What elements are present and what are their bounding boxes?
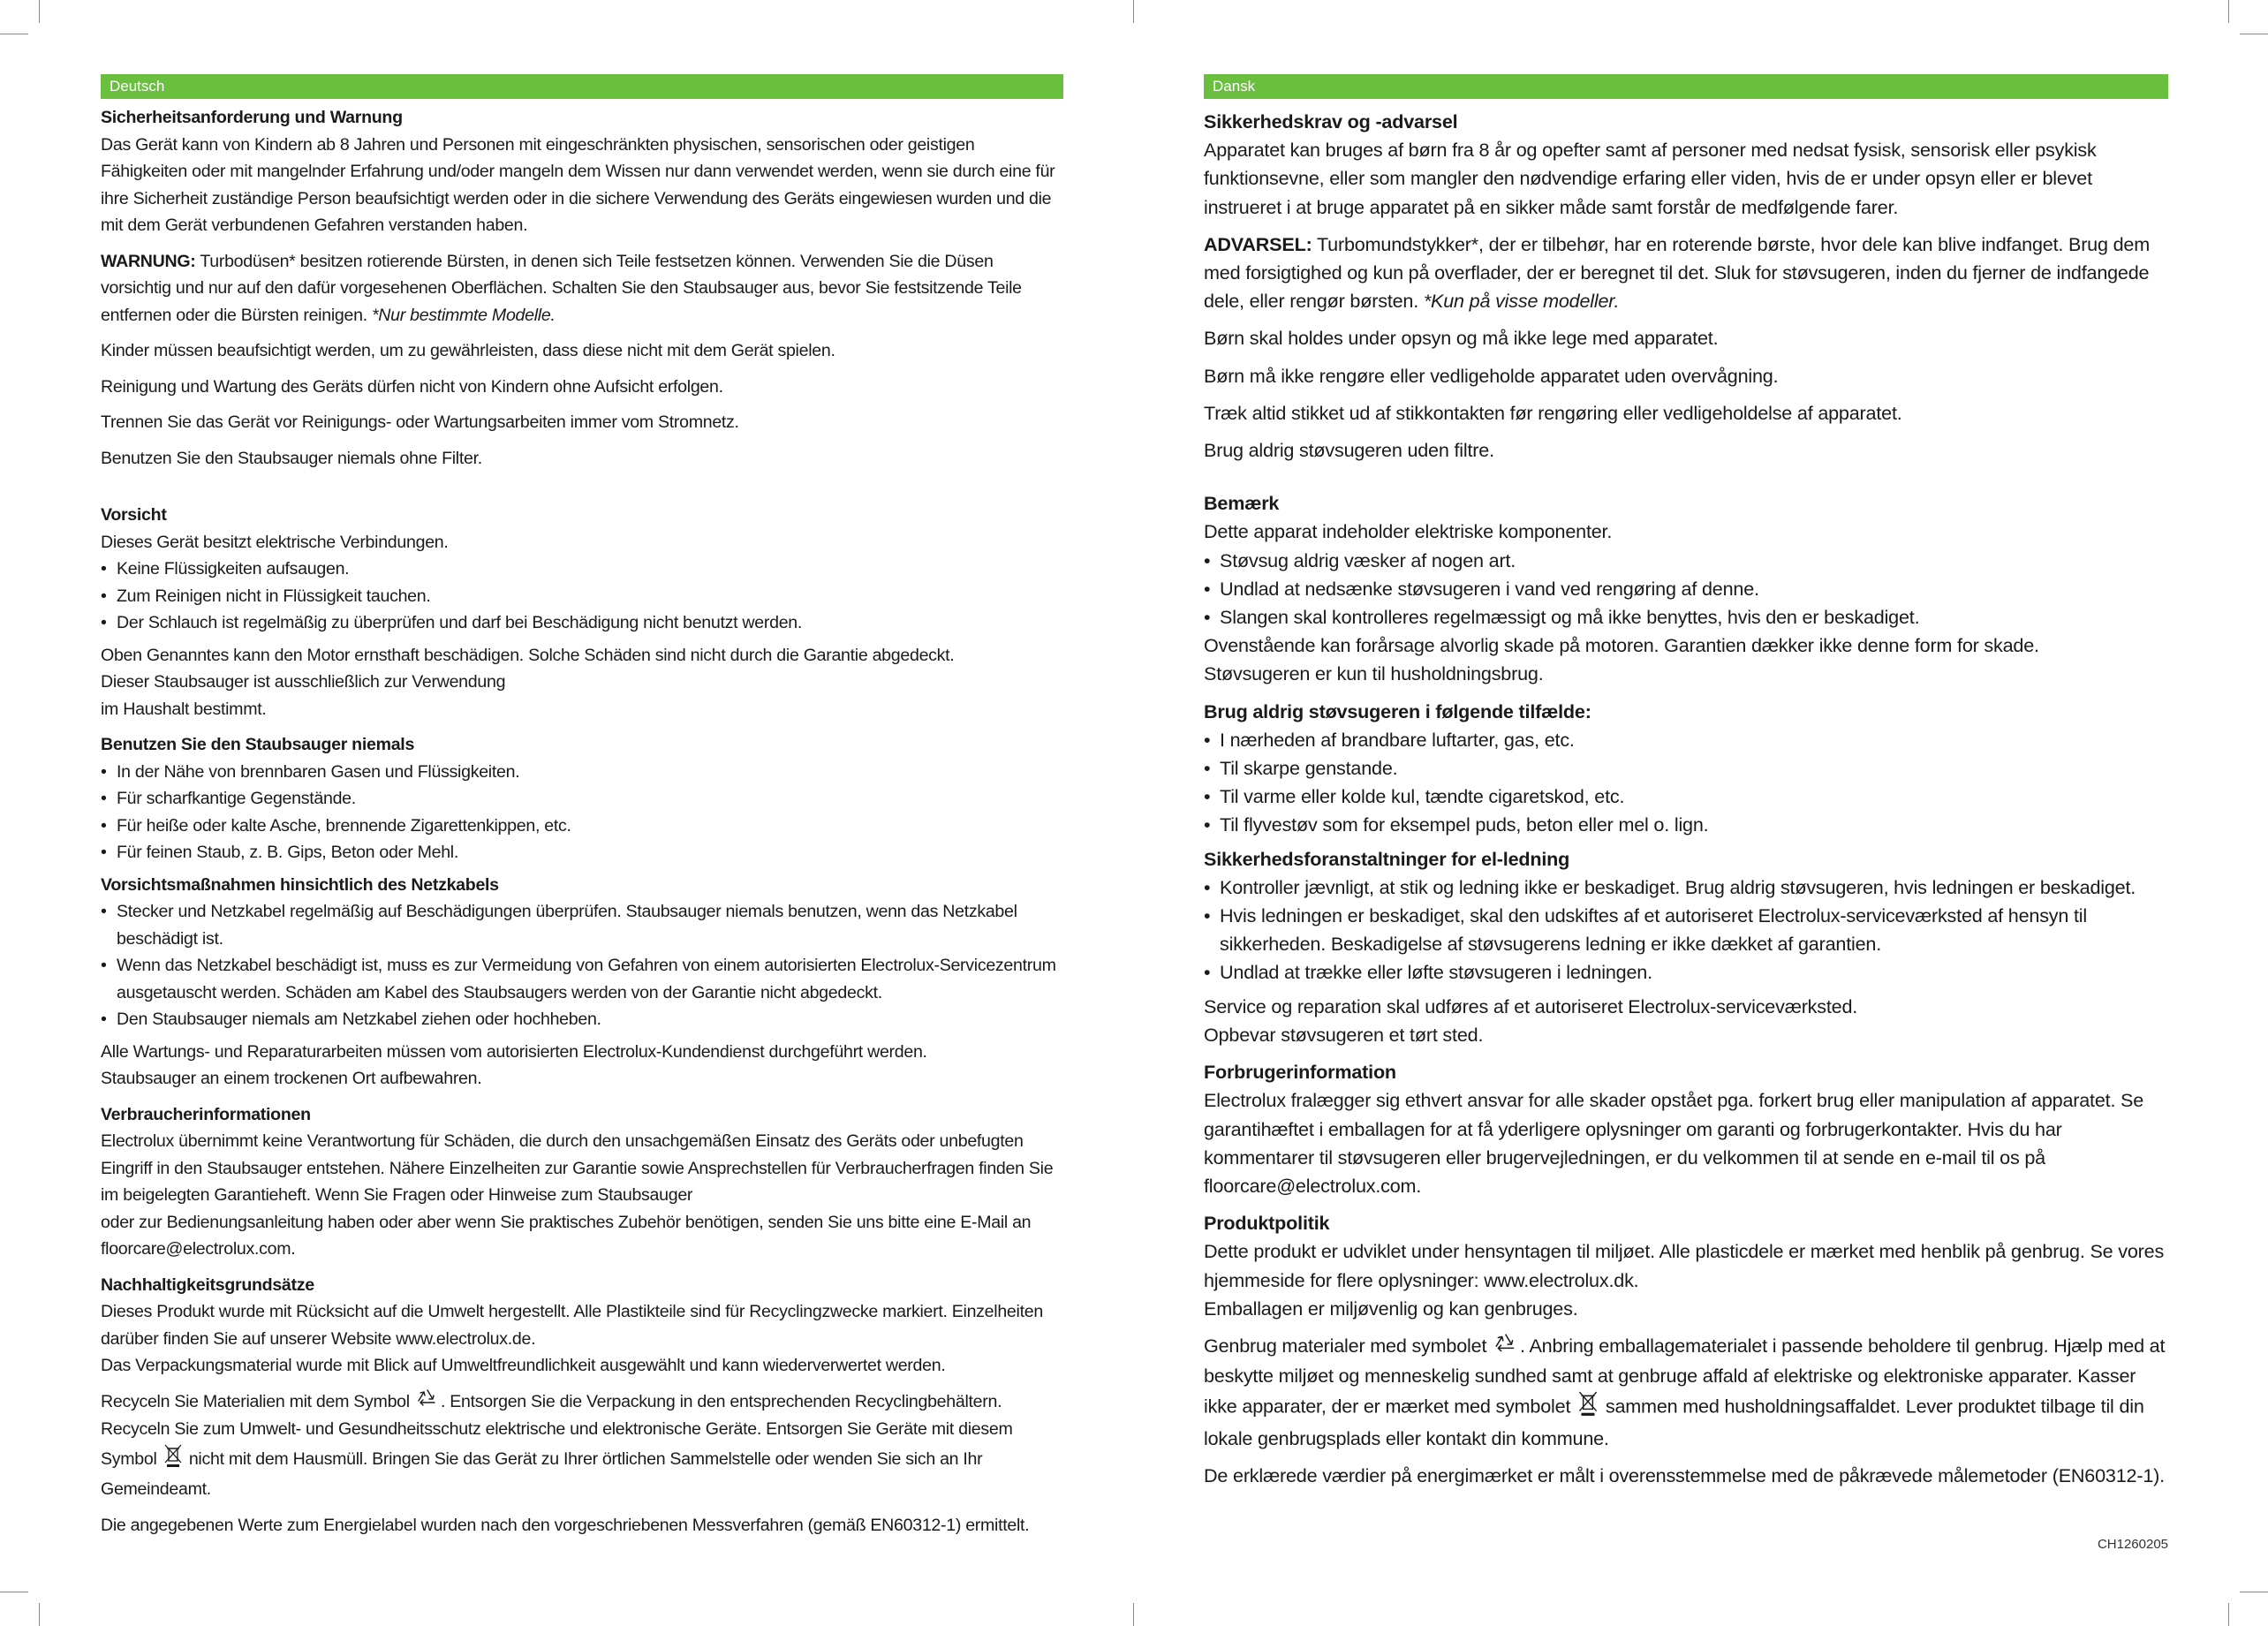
recycling-paragraph bbox=[1204, 1332, 2168, 1454]
section-title: Brug aldrig støvsugeren i følgende tilfælde: bbox=[1204, 700, 1591, 722]
recycling-text: nicht mit dem Hausmüll. Bringen Sie das Gerät zu Ihrer örtlichen Sammelstelle oder wenden Sie sich an Ihr Gemeindeamt. bbox=[101, 1448, 983, 1500]
paragraph: Oben Genanntes kann den Motor ernsthaft beschädigen. Solche Schäden sind nicht durch die Garantie abgedeckt. bbox=[101, 645, 955, 665]
bullet-list bbox=[1204, 547, 2168, 632]
paragraph: im Haushalt bestimmt. bbox=[101, 699, 267, 719]
paragraph: Opbevar støvsugeren et tørt sted. bbox=[1204, 1023, 1484, 1046]
list-item: • Wenn das Netzkabel beschädigt ist, muss es zur Vermeidung von Gefahren von einem autorisierten Electrolux-Servicezentrum ausgetauscht werden. Schäden am Kabel des Staubsaugers werden von der Garantie nicht abgedeckt. bbox=[101, 952, 1063, 1006]
warning-label: ADVARSEL: bbox=[1204, 232, 1312, 255]
section-title: Benutzen Sie den Staubsauger niemals bbox=[101, 735, 415, 754]
paragraph: Ovenstående kan forårsage alvorlig skade på motoren. Garantien dækker ikke denne form for skade. bbox=[1204, 634, 2039, 657]
recycle-icon bbox=[1493, 1333, 1518, 1362]
paragraph: Reinigung und Wartung des Geräts dürfen nicht von Kindern ohne Aufsicht erfolgen. bbox=[101, 376, 723, 397]
section-title: Vorsicht bbox=[101, 505, 167, 525]
list-item: • Zum Reinigen nicht in Flüssigkeit tauchen. bbox=[101, 583, 1063, 610]
paragraph: Børn skal holdes under opsyn og må ikke lege med apparatet. bbox=[1204, 327, 1719, 350]
section-title: Sikkerhedskrav og -advarsel bbox=[1204, 110, 1458, 132]
recycling-paragraph bbox=[101, 1388, 1063, 1503]
crop-mark bbox=[2228, 0, 2229, 23]
list-item: • Hvis ledningen er beskadiget, skal den udskiftes af et autoriseret Electrolux-serviceværksted af hensyn til sikkerheden. Beskadigelse af støvsugerens ledning er ikke dækket af garantien. bbox=[1204, 902, 2168, 958]
recycle-icon bbox=[416, 1388, 439, 1417]
list-item: • Kontroller jævnligt, at stik og ledning ikke er beskadiget. Brug aldrig støvsugeren, hvis ledningen er beskadiget. bbox=[1204, 874, 2168, 902]
crop-mark bbox=[39, 0, 40, 23]
list-item: • Undlad at nedsænke støvsugeren i vand ved rengøring af denne. bbox=[1204, 575, 2168, 603]
bullet-list bbox=[1204, 726, 2168, 840]
bullet-list bbox=[1204, 874, 2168, 987]
language-header: Dansk bbox=[1204, 74, 2168, 99]
list-item: • Keine Flüssigkeiten aufsaugen. bbox=[101, 556, 1063, 583]
recycling-text: Genbrug materialer med symbolet bbox=[1204, 1334, 1493, 1357]
list-item: • Støvsug aldrig væsker af nogen art. bbox=[1204, 547, 2168, 575]
list-item: • I nærheden af brandbare luftarter, gas, etc. bbox=[1204, 726, 2168, 754]
warning-paragraph bbox=[1204, 231, 2168, 316]
language-header: Deutsch bbox=[101, 74, 1063, 99]
paragraph: Staubsauger an einem trockenen Ort aufbewahren. bbox=[101, 1069, 482, 1088]
crop-mark bbox=[39, 1603, 40, 1626]
list-item: • Til varme eller kolde kul, tændte cigaretskod, etc. bbox=[1204, 783, 2168, 811]
section-title: Vorsichtsmaßnahmen hinsichtlich des Netzkabels bbox=[101, 874, 499, 895]
warning-text: Turbomundstykker*, der er tilbehør, har en roterende børste, hvor dele kan blive indfanget. Brug dem med forsigtighed og kun på overflader, der er beregnet til det. Sluk for støvsugeren, inden du fjerner de indfangede dele, eller rengør børsten. bbox=[1204, 232, 2151, 313]
paragraph: Dieses Gerät besitzt elektrische Verbindungen. bbox=[101, 532, 449, 552]
paragraph: Brug aldrig støvsugeren uden filtre. bbox=[1204, 439, 1494, 462]
section-title: Sicherheitsanforderung und Warnung bbox=[101, 108, 403, 127]
crossed-bin-icon bbox=[1577, 1390, 1599, 1425]
list-item: • Stecker und Netzkabel regelmäßig auf Beschädigungen überprüfen. Staubsauger niemals benutzen, wenn das Netzkabel beschädigt ist. bbox=[101, 898, 1063, 952]
paragraph: Trennen Sie das Gerät vor Reinigungs- oder Wartungsarbeiten immer vom Stromnetz. bbox=[101, 412, 739, 432]
bullet-list bbox=[101, 556, 1063, 637]
list-item: • Für scharfkantige Gegenstände. bbox=[101, 785, 1063, 813]
section-title: Verbraucherinformationen bbox=[101, 1104, 311, 1124]
paragraph: oder zur Bedienungsanleitung haben oder aber wenn Sie praktisches Zubehör benötigen, senden Sie uns bitte eine E-Mail an floorcare@electrolux.com. bbox=[101, 1212, 1032, 1259]
bullet-list bbox=[101, 759, 1063, 866]
paragraph: Benutzen Sie den Staubsauger niemals ohne Filter. bbox=[101, 448, 482, 468]
warning-note: *Nur bestimmte Modelle. bbox=[371, 305, 556, 325]
paragraph: Børn må ikke rengøre eller vedligeholde apparatet uden overvågning. bbox=[1204, 364, 1779, 387]
paragraph: Apparatet kan bruges af børn fra 8 år og opefter samt af personer med nedsat fysisk, sensorisk eller psykisk funktionsevne, eller som mangler den nødvendige erfaring eller viden, hvis de er under opsyn eller er blevet instrueret i at bruge apparatet på en sikker måde samt forstår de medfølgende farer. bbox=[1204, 139, 2097, 218]
paragraph: Støvsugeren er kun til husholdningsbrug. bbox=[1204, 662, 1544, 685]
section-title: Produktpolitik bbox=[1204, 1212, 1330, 1235]
list-item: • Für heiße oder kalte Asche, brennende Zigarettenkippen, etc. bbox=[101, 813, 1063, 840]
list-item: • Der Schlauch ist regelmäßig zu überprüfen und darf bei Beschädigung nicht benutzt werden. bbox=[101, 609, 1063, 637]
warning-note: *Kun på visse modeller. bbox=[1423, 290, 1620, 313]
list-item: • Til flyvestøv som for eksempel puds, beton eller mel o. lign. bbox=[1204, 811, 2168, 839]
list-item: • Slangen skal kontrolleres regelmæssigt og må ikke benyttes, hvis den er beskadiget. bbox=[1204, 603, 2168, 631]
recycling-text: Recyceln Sie Materialien mit dem Symbol bbox=[101, 1391, 414, 1411]
deutsch-column bbox=[101, 74, 1063, 1547]
recycling-text: sammen med husholdningsaffaldet. Lever produktet tilbage til din lokale genbrugsplads eller kontakt din kommune. bbox=[1204, 1395, 2144, 1450]
bullet-list bbox=[101, 898, 1063, 1033]
paragraph: Kinder müssen beaufsichtigt werden, um zu gewährleisten, dass diese nicht mit dem Gerät spielen. bbox=[101, 341, 835, 360]
fold-mark bbox=[1133, 0, 1134, 23]
paragraph: Dette produkt er udviklet under hensyntagen til miljøet. Alle plasticdele er mærket med henblik på genbrug. Se vores hjemmeside for flere oplysninger: www.electrolux.dk. bbox=[1204, 1240, 2165, 1291]
list-item: • Til skarpe genstande. bbox=[1204, 754, 2168, 783]
paragraph: Træk altid stikket ud af stikkontakten før rengøring eller vedligeholdelse af apparatet. bbox=[1204, 401, 1902, 424]
paragraph: Alle Wartungs- und Reparaturarbeiten müssen vom autorisierten Electrolux-Kundendienst durchgeführt werden. bbox=[101, 1041, 927, 1062]
section-title: Forbrugerinformation bbox=[1204, 1061, 1396, 1084]
paragraph: Die angegebenen Werte zum Energielabel wurden nach den vorgeschriebenen Messverfahren (gemäß EN60312-1) ermittelt. bbox=[101, 1515, 1030, 1535]
section-title: Bemærk bbox=[1204, 492, 1280, 515]
recycling-text: . Anbring emballagematerialet i passende beholdere til genbrug. Hjælp med at beskytte miljøet og menneskelig sundhed samt at genbruge affald af elektriske og elektroniske apparater. Kasser ikke apparater, der er mærket med symbolet bbox=[1204, 1334, 2166, 1418]
list-item: • Für feinen Staub, z. B. Gips, Beton oder Mehl. bbox=[101, 839, 1063, 866]
warning-paragraph bbox=[101, 248, 1063, 329]
paragraph: Electrolux fralægger sig ethvert ansvar for alle skader opstået pga. forkert brug eller manipulation af apparatet. Se garantihæftet i emballagen for at få yderligere oplysninger om garanti og forbrugerkontakter. Hvis du har kommentarer til støvsugeren eller brugervejledningen, er du velkommen til at sende en e-mail til os på floorcare@electrolux.com. bbox=[1204, 1089, 2144, 1197]
list-item: • In der Nähe von brennbaren Gasen und Flüssigkeiten. bbox=[101, 759, 1063, 786]
document-id: CH1260205 bbox=[2097, 1537, 2168, 1552]
paragraph: Service og reparation skal udføres af et autoriseret Electrolux-serviceværksted. bbox=[1204, 995, 1858, 1017]
recycling-text: . Entsorgen Sie die Verpackung in den entsprechenden Recyclingbehältern. Recyceln Sie zum Umwelt- und Gesundheitsschutz elektrische und elektronische Geräte. Entsorgen Sie Geräte mit diesem Symbol bbox=[101, 1391, 1013, 1469]
paragraph: Dieses Produkt wurde mit Rücksicht auf die Umwelt hergestellt. Alle Plastikteile sind für Recyclingzwecke markiert. Einzelheiten darüber finden Sie auf unserer Website www.electrolux.de. bbox=[101, 1302, 1043, 1349]
paragraph: De erklærede værdier på energimærket er målt i overensstemmelse med de påkrævede målemetoder (EN60312-1). bbox=[1204, 1464, 2165, 1487]
section-title: Nachhaltigkeitsgrundsätze bbox=[101, 1274, 314, 1295]
paragraph: Electrolux übernimmt keine Verantwortung für Schäden, die durch den unsachgemäßen Einsatz des Geräts oder unbefugten Eingriff in den Staubsauger entstehen. Nähere Einzelheiten zur Garantie sowie Ansprechstellen für Verbraucherfragen finden Sie im beigelegten Garantieheft. Wenn Sie Fragen oder Hinweise zum Staubsauger bbox=[101, 1131, 1054, 1205]
dansk-column bbox=[1204, 74, 2168, 1500]
paragraph: Dette apparat indeholder elektriske komponenter. bbox=[1204, 520, 1613, 543]
fold-mark bbox=[1133, 1603, 1134, 1626]
paragraph: Das Gerät kann von Kindern ab 8 Jahren und Personen mit eingeschränkten physischen, sensorischen oder geistigen Fähigkeiten oder mit mangelnder Erfahrung und/oder mangeln dem Wissen nur dann verwendet werden, wenn sie durch eine für ihre Sicherheit zuständige Person beaufsichtigt werden oder in die sichere Verwendung des Geräts eingewiesen wurden und die mit dem Gerät verbundenen Gefahren verstanden haben. bbox=[101, 134, 1055, 235]
warning-label: WARNUNG: bbox=[101, 251, 196, 271]
paragraph: Das Verpackungsmaterial wurde mit Blick auf Umweltfreundlichkeit ausgewählt und kann wiederverwertet werden. bbox=[101, 1356, 946, 1375]
crossed-bin-icon bbox=[163, 1443, 183, 1477]
section-title: Sikkerhedsforanstaltninger for el-ledning bbox=[1204, 847, 1570, 870]
paragraph: Emballagen er miljøvenlig og kan genbruges. bbox=[1204, 1297, 1578, 1320]
list-item: • Den Staubsauger niemals am Netzkabel ziehen oder hochheben. bbox=[101, 1006, 1063, 1033]
warning-text: Turbodüsen* besitzen rotierende Bürsten, in denen sich Teile festsetzen können. Verwenden Sie die Düsen vorsichtig und nur auf den dafür vorgesehenen Oberflächen. Schalten Sie den Staubsauger aus, bevor Sie festsitzende Teile entfernen oder die Bürsten reinigen. bbox=[101, 251, 1022, 325]
list-item: • Undlad at trække eller løfte støvsugeren i ledningen. bbox=[1204, 958, 2168, 987]
paragraph: Dieser Staubsauger ist ausschließlich zur Verwendung bbox=[101, 672, 506, 692]
crop-mark bbox=[2228, 1603, 2229, 1626]
